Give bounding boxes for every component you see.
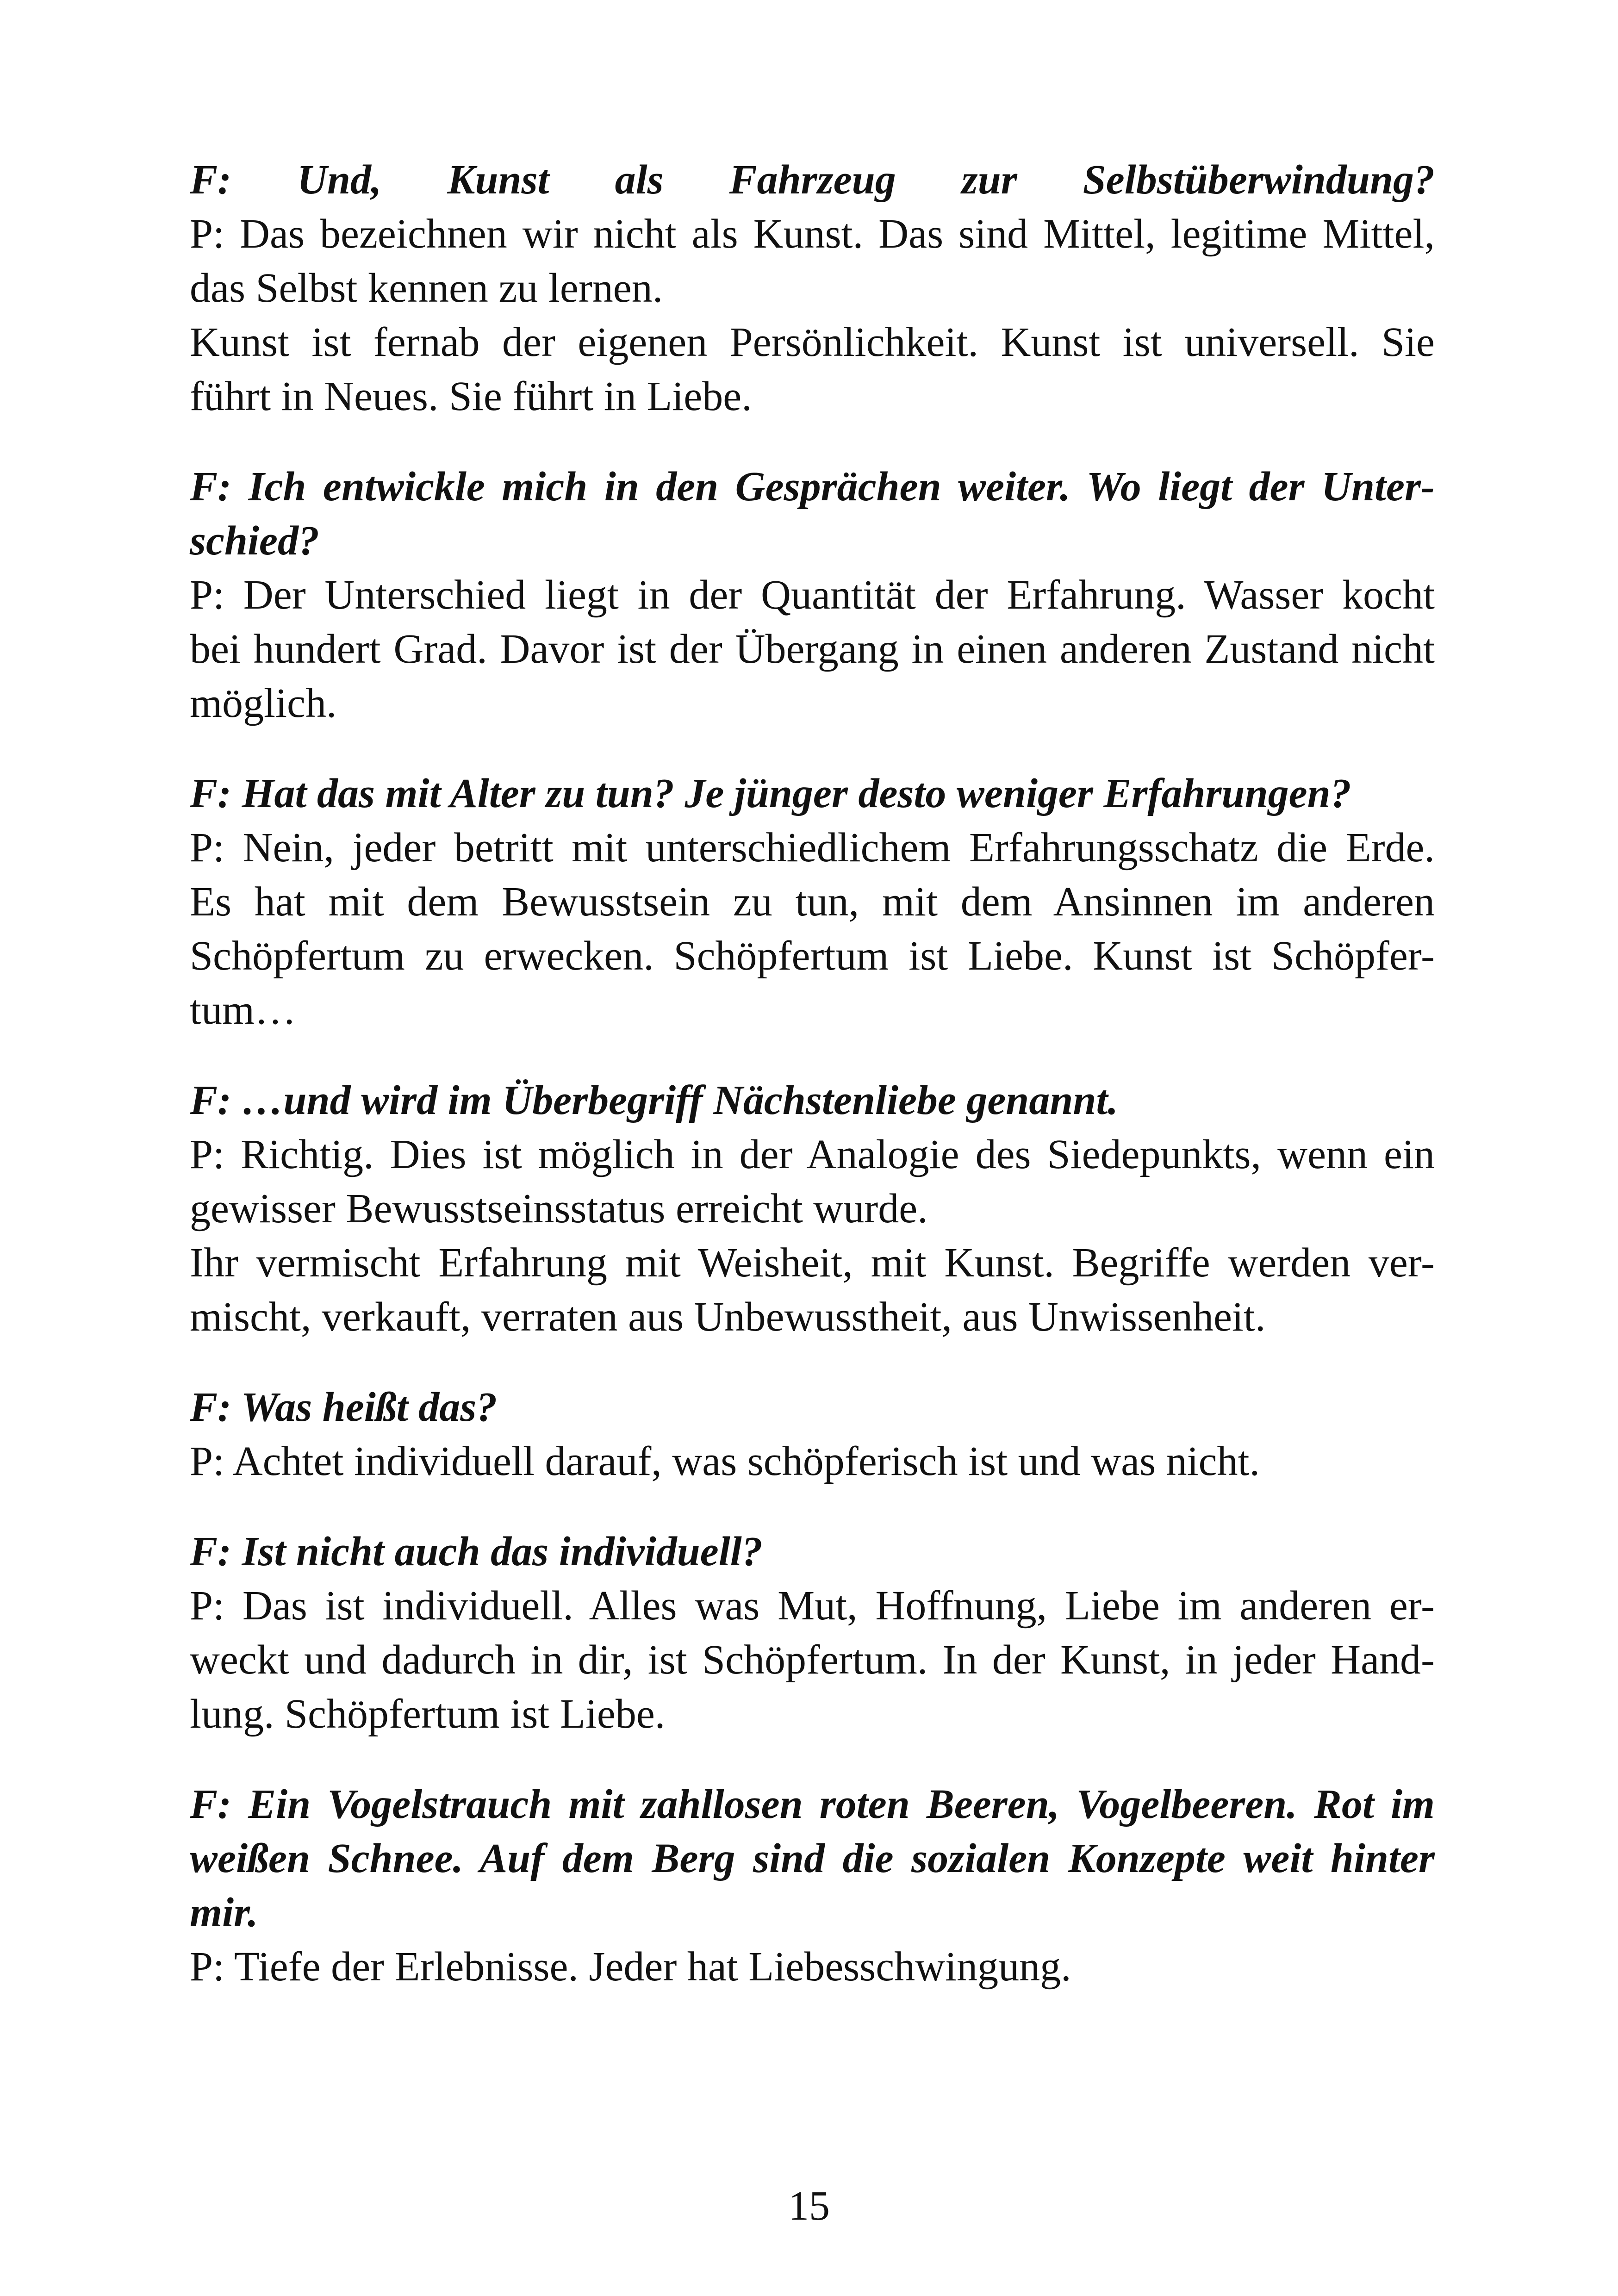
answer-line: P: Nein, jeder betritt mit unterschiedlichem Erfahrungsschatz die Erde. (190, 825, 1435, 871)
answer-line: führt in Neues. Sie führt in Liebe. (190, 373, 752, 419)
answer-line: Schöpfertum zu erwecken. Schöpfertum ist Liebe. Kunst ist Schöpfer- (190, 933, 1435, 979)
qa-block (190, 460, 1435, 730)
qa-block (190, 766, 1435, 1037)
question-line: F: Und, Kunst als Fahrzeug zur Selbstüberwindung? (190, 157, 1435, 203)
qa-block (190, 153, 1435, 423)
answer-line: Ihr vermischt Erfahrung mit Weisheit, mit Kunst. Begriffe werden ver- (190, 1240, 1435, 1286)
answer-line: P: Das bezeichnen wir nicht als Kunst. Das sind Mittel, legitime Mittel, (190, 211, 1435, 257)
question-line: mir. (190, 1890, 258, 1935)
answer-line: möglich. (190, 680, 337, 726)
answer-line: P: Das ist individuell. Alles was Mut, Hoffnung, Liebe im anderen er- (190, 1583, 1435, 1629)
answer-line: P: Richtig. Dies ist möglich in der Analogie des Siedepunkts, wenn ein (190, 1132, 1435, 1177)
book-page-text (190, 153, 1435, 2030)
question-line: F: Ist nicht auch das individuell? (190, 1529, 763, 1574)
page-number: 15 (788, 2183, 830, 2229)
answer-line: das Selbst kennen zu lernen. (190, 265, 663, 311)
answer-line: P: Tiefe der Erlebnisse. Jeder hat Liebesschwingung. (190, 1944, 1071, 1990)
answer-line: gewisser Bewusstseinsstatus erreicht wurde. (190, 1186, 928, 1232)
qa-block (190, 1073, 1435, 1344)
answer-line: weckt und dadurch in dir, ist Schöpfertum. In der Kunst, in jeder Hand- (190, 1637, 1435, 1683)
question-line: F: Hat das mit Alter zu tun? Je jünger desto weniger Erfahrungen? (190, 771, 1351, 816)
question-line: F: Ich entwickle mich in den Gesprächen weiter. Wo liegt der Unter- (190, 464, 1435, 510)
qa-block (190, 1380, 1435, 1488)
question-line: F: Ein Vogelstrauch mit zahllosen roten Beeren, Vogelbeeren. Rot im (190, 1781, 1435, 1827)
question-line: F: …und wird im Überbegriff Nächstenliebe genannt. (190, 1077, 1118, 1123)
answer-line: P: Achtet individuell darauf, was schöpferisch ist und was nicht. (190, 1438, 1260, 1484)
answer-line: P: Der Unterschied liegt in der Quantität der Erfahrung. Wasser kocht (190, 572, 1435, 618)
answer-line: Es hat mit dem Bewusstsein zu tun, mit dem Ansinnen im anderen (190, 879, 1435, 925)
question-line: weißen Schnee. Auf dem Berg sind die sozialen Konzepte weit hinter (190, 1836, 1435, 1881)
answer-line: lung. Schöpfertum ist Liebe. (190, 1691, 666, 1737)
question-line: F: Was heißt das? (190, 1384, 498, 1430)
qa-block (190, 1777, 1435, 1994)
answer-line: Kunst ist fernab der eigenen Persönlichkeit. Kunst ist universell. Sie (190, 319, 1435, 365)
qa-block (190, 1524, 1435, 1741)
question-line: schied? (190, 518, 319, 564)
answer-line: mischt, verkauft, verraten aus Unbewusstheit, aus Unwissenheit. (190, 1294, 1266, 1340)
answer-line: tum… (190, 987, 297, 1033)
answer-line: bei hundert Grad. Davor ist der Übergang in einen anderen Zustand nicht (190, 626, 1435, 672)
